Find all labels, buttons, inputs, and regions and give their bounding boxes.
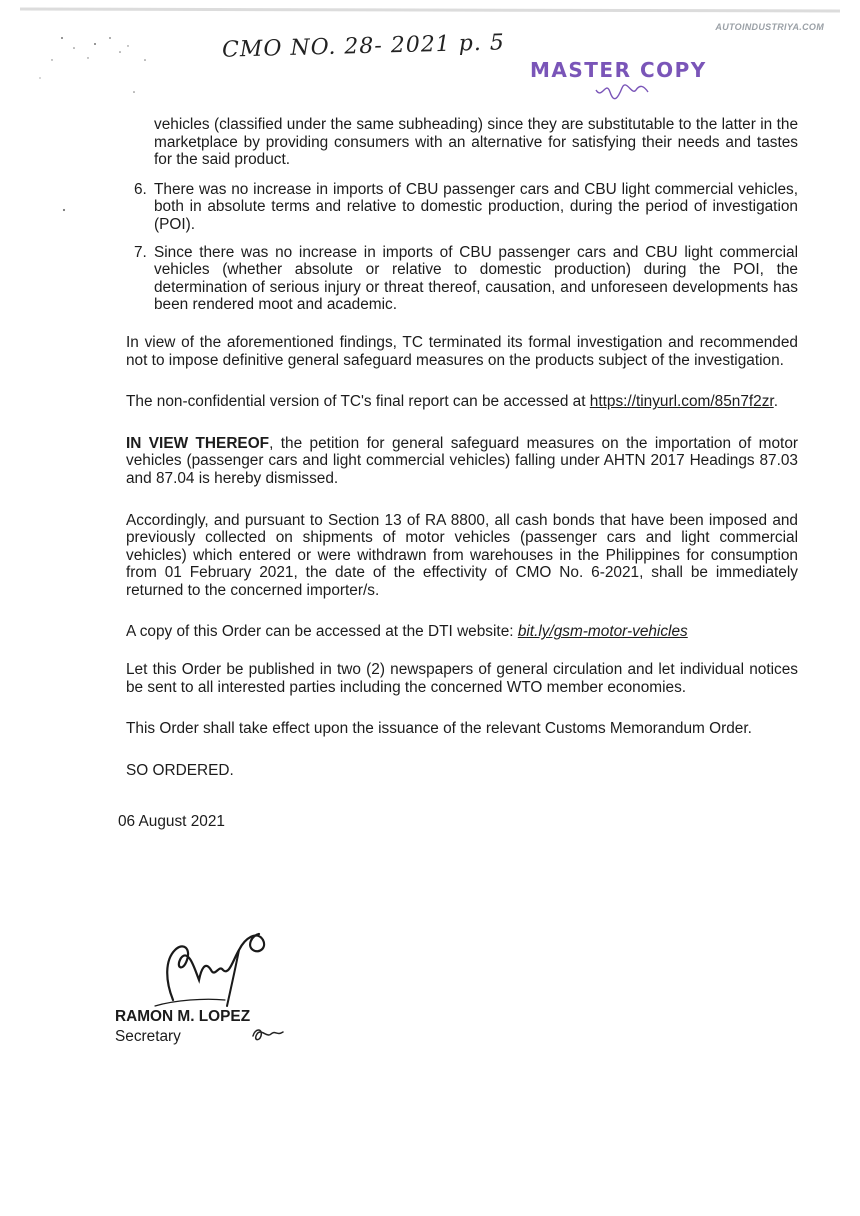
list-item-number: 6. <box>134 180 147 198</box>
paragraph-report-access <box>126 393 798 411</box>
paragraph-cash-bonds: Accordingly, and pursuant to Section 13 of RA 8800, all cash bonds that have been imposed and previously collected on shipments of motor vehicles (passenger cars and light commercial vehicles) which entered or were withdrawn from warehouses in the Philippines for consumption from 01 February 2021, the date of the effectivity of CMO No. 6-2021, shall be immediately returned to the concerned importer/s. <box>126 511 798 599</box>
signature-block <box>115 920 415 1060</box>
paragraph-dti-copy <box>126 623 798 641</box>
watermark: AUTOINDUSTRIYA.COM <box>715 22 824 32</box>
paragraph-effectivity: This Order shall take effect upon the issuance of the relevant Customs Memorandum Order. <box>126 720 752 738</box>
signatory-title: Secretary <box>115 1028 181 1045</box>
findings-list <box>118 116 798 314</box>
report-link[interactable]: https://tinyurl.com/85n7f2zr <box>589 393 774 411</box>
list-item-text: Since there was no increase in imports of CBU passenger cars and CBU light commercial vehicles (whether absolute or relative to domestic production) during the POI, the determination of serious injury or threat thereof, causation, and unforeseen developments has been rendered moot and academic. <box>154 243 798 314</box>
in-view-thereof-label: IN VIEW THEREOF <box>126 434 270 452</box>
document-body <box>118 116 798 831</box>
list-item <box>118 244 798 314</box>
dti-copy-text: A copy of this Order can be accessed at the DTI website: <box>126 623 518 641</box>
signatory-name: RAMON M. LOPEZ <box>115 1008 251 1025</box>
signature-image <box>135 920 295 1010</box>
list-item <box>118 181 798 234</box>
paragraph-publication: Let this Order be published in two (2) newspapers of general circulation and let individual notices be sent to all interested parties including the concerned WTO member economies. <box>126 661 798 696</box>
dti-website-link[interactable]: bit.ly/gsm-motor-vehicles <box>517 623 688 641</box>
list-item-number: 7. <box>134 243 147 261</box>
list-item-text: vehicles (classified under the same subheading) since they are substitutable to the latter in the marketplace by providing consumers with an alternative for satisfying their needs and tastes for the said product. <box>154 116 798 169</box>
order-date: 06 August 2021 <box>118 813 225 831</box>
master-copy-stamp: MASTER COPY <box>530 58 707 82</box>
paragraph-findings: In view of the aforementioned findings, TC terminated its formal investigation and recommended not to impose definitive general safeguard measures on the products subject of the investigation. <box>126 333 798 369</box>
so-ordered: SO ORDERED. <box>126 761 234 779</box>
stamp-initial-scribble <box>592 78 652 102</box>
list-item <box>118 116 798 169</box>
paragraph-dismissal <box>126 435 798 488</box>
handwritten-reference: CMO NO. 28- 2021 p. 5 <box>221 30 506 63</box>
dismissal-text: , the petition for general safeguard measures on the importation of motor vehicles (passenger cars and light commercial vehicles) falling under AHTN 2017 Headings 87.03 and 87.04 is hereby dismissed. <box>126 434 798 487</box>
report-access-end: . <box>773 393 778 411</box>
report-access-text: The non-confidential version of TC's final report can be accessed at <box>126 393 586 411</box>
initials-scribble <box>247 1020 287 1046</box>
list-item-text: There was no increase in imports of CBU passenger cars and CBU light commercial vehicles, both in absolute terms and relative to domestic production, during the period of investigation (POI). <box>154 180 798 233</box>
